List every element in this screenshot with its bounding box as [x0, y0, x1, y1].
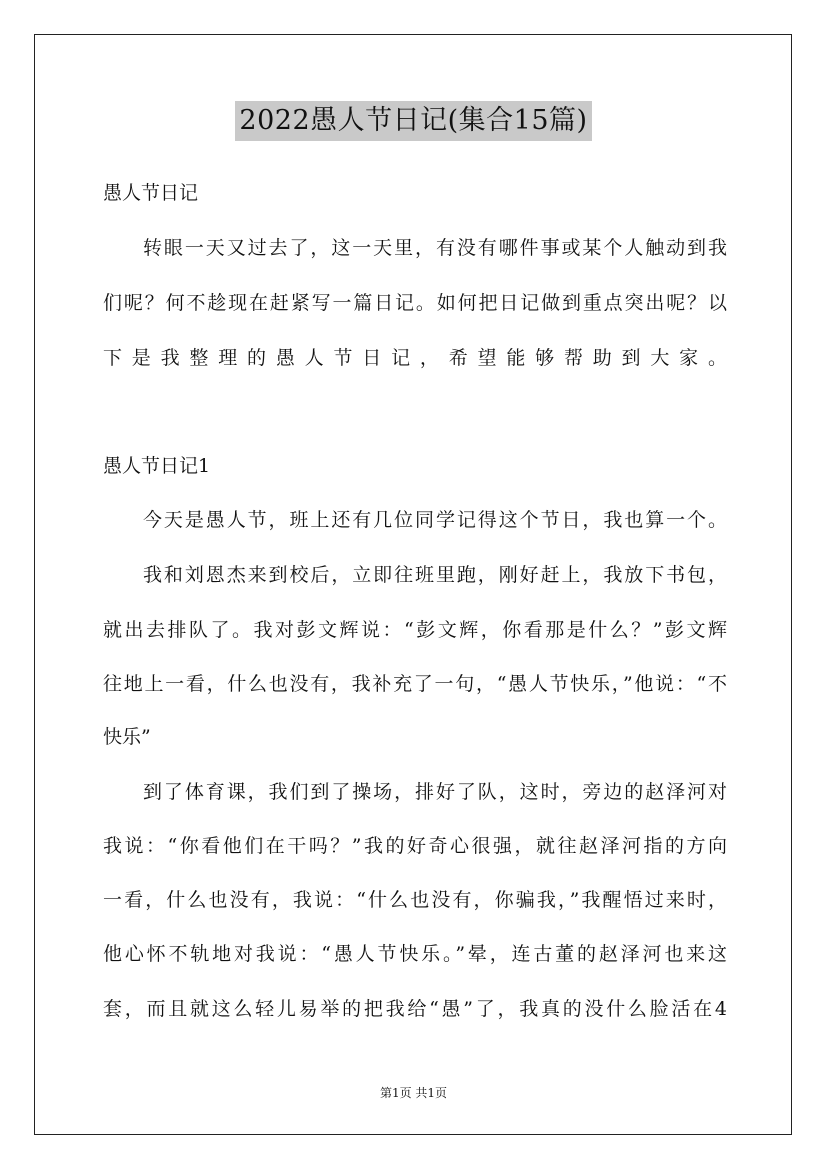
paragraph-line: 们呢？何不趁现在赶紧写一篇日记。如何把日记做到重点突出呢？以: [103, 292, 729, 314]
paragraph-line: 转眼一天又过去了，这一天里，有没有哪件事或某个人触动到我: [143, 237, 729, 259]
paragraph-line: 就出去排队了。我对彭文辉说：“彭文辉，你看那是什么？”彭文辉: [103, 619, 730, 641]
paragraph-line: 我和刘恩杰来到校后，立即往班里跑，刚好赶上，我放下书包，: [143, 564, 729, 586]
paragraph-line: 下是我整理的愚人节日记，希望能够帮助到大家。: [103, 347, 737, 369]
paragraph-line: 往地上一看，什么也没有，我补充了一句，“愚人节快乐，”他说：“不: [103, 673, 729, 695]
paragraph-line: 今天是愚人节，班上还有几位同学记得这个节日，我也算一个。: [143, 509, 729, 531]
paragraph-line: 快乐”: [103, 726, 151, 748]
page-footer: 第1页 共1页: [379, 1086, 448, 1100]
paragraph-line: 到了体育课，我们到了操场，排好了队，这时，旁边的赵泽河对: [143, 781, 729, 803]
paragraph-line: 我说：“你看他们在干吗？”我的好奇心很强，就往赵泽河指的方向: [103, 835, 730, 857]
title-container: [0, 101, 827, 141]
paragraph-line: 他心怀不轨地对我说：“愚人节快乐。”晕，连古董的赵泽河也来这: [103, 943, 730, 965]
section-heading: 愚人节日记1: [103, 455, 211, 477]
document-title: 2022愚人节日记(集合15篇): [235, 101, 591, 141]
paragraph-line: 套，而且就这么轻儿易举的把我给“愚”了，我真的没什么脸活在4: [103, 998, 730, 1020]
paragraph-line: 一看，什么也没有，我说：“什么也没有，你骗我，”我醒悟过来时，: [103, 889, 730, 911]
section-heading: 愚人节日记: [103, 182, 199, 204]
